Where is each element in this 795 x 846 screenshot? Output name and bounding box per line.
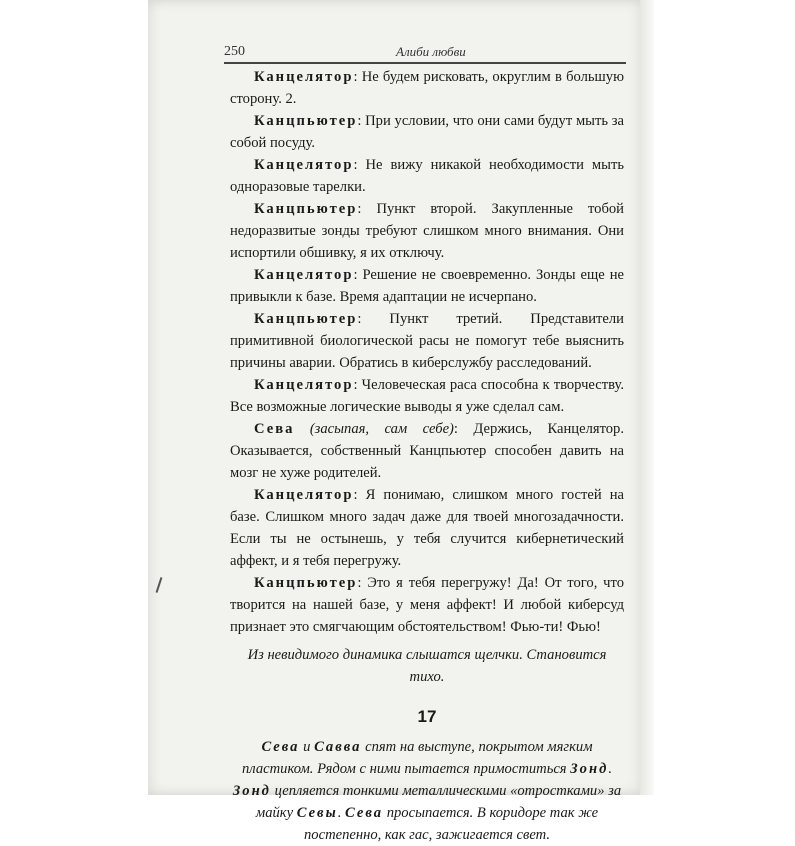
- speaker-name: Канцпьютер: [254, 113, 358, 129]
- speaker-name: Канцелятор: [254, 267, 354, 283]
- page-edge: [640, 0, 654, 795]
- scene-number: 17: [417, 707, 437, 726]
- dialogue-text: : Человеческая раса способна к творчеству. Все возможные логические выводы я уже сделал сам.: [230, 377, 624, 415]
- speaker-name: Канцпьютер: [254, 201, 358, 217]
- running-title: Алиби любви: [396, 44, 466, 59]
- speaker-name: Канцелятор: [254, 377, 354, 393]
- dialogue-paragraph: [230, 110, 624, 154]
- dialogue-text: : При условии, что они сами будут мыть за собой посуду.: [230, 113, 624, 151]
- dialogue-paragraph: [230, 198, 624, 264]
- character-name: Зонд: [570, 761, 609, 777]
- scene-text: цепляется тонкими металлическими «отростками» за майку: [255, 783, 622, 821]
- header-rule: [224, 62, 626, 64]
- dialogue-paragraph: [230, 66, 624, 110]
- speaker-name: Канцелятор: [254, 69, 354, 85]
- speaker-name: Канцпьютер: [254, 311, 358, 327]
- scene-text: и: [299, 739, 315, 755]
- dialogue-text: : Решение не своевременно. Зонды еще не привыкли к базе. Время адаптации не исчерпано.: [230, 267, 624, 305]
- scene-description: [230, 736, 624, 846]
- dialogue-text: : Не будем рисковать, округлим в большую сторону. 2.: [230, 69, 624, 107]
- speaker-name: Канцелятор: [254, 487, 354, 503]
- scene-text: просыпается. В коридоре так же постепенно, как гас, зажигается свет.: [304, 805, 599, 843]
- dialogue-text: : Пункт третий. Представители примитивной биологической расы не помогут тебе выяснить причины аварии. Обратись в киберслужбу расследований.: [230, 311, 624, 371]
- speaker-name: Канцпьютер: [254, 575, 358, 591]
- dialogue-paragraph: [230, 308, 624, 374]
- character-name: Сева: [345, 805, 384, 821]
- page-header: [224, 44, 624, 64]
- dialogue-paragraph: [230, 484, 624, 572]
- text-block: [230, 66, 624, 846]
- dialogue-text: : Держись, Канцелятор. Оказывается, собственный Канцпьютер способен давить на мозг не хуже родителей.: [230, 421, 624, 481]
- dialogue-text: : Это я тебя перегружу! Да! От того, что творится на нашей базе, у меня аффект! И любой киберсуд признает это смягчающим обстоятельством! Фью-ти! Фью!: [230, 575, 624, 635]
- dialogue-paragraph: [230, 572, 624, 638]
- character-name: Севы: [296, 805, 338, 821]
- character-name: Зонд: [232, 783, 271, 799]
- speaker-name: Канцелятор: [254, 157, 354, 173]
- dialogue-text: : Не вижу никакой необходимости мыть одноразовые тарелки.: [230, 157, 624, 195]
- page-number: 250: [224, 44, 245, 59]
- stage-remark: (засыпая, сам себе): [294, 421, 454, 437]
- dialogue-text: : Пункт второй. Закупленные тобой недоразвитые зонды требуют слишком много внимания. Они испортили обшивку, я их отключу.: [230, 201, 624, 261]
- scene-text: .: [337, 805, 346, 821]
- dialogue-paragraph: [230, 264, 624, 308]
- dialogue-text: : Я понимаю, слишком много гостей на базе. Слишком много задач даже для твоей многозадачности. Если ты не остынешь, у тебя случится кибернетический аффект, и я тебя перегружу.: [230, 487, 624, 569]
- character-name: Сева: [261, 739, 300, 755]
- scene-text: .: [608, 761, 612, 777]
- stage-direction: Из невидимого динамика слышатся щелчки. Становится тихо.: [247, 647, 607, 685]
- scene-text: спят на выступе, покрытом мягким пластиком. Рядом с ними пытается примоститься: [242, 739, 593, 777]
- speaker-name: Сева: [254, 421, 295, 437]
- dialogue-paragraph: [230, 374, 624, 418]
- dialogue-paragraph: [230, 154, 624, 198]
- dialogue-paragraph: [230, 418, 624, 484]
- character-name: Савва: [314, 739, 362, 755]
